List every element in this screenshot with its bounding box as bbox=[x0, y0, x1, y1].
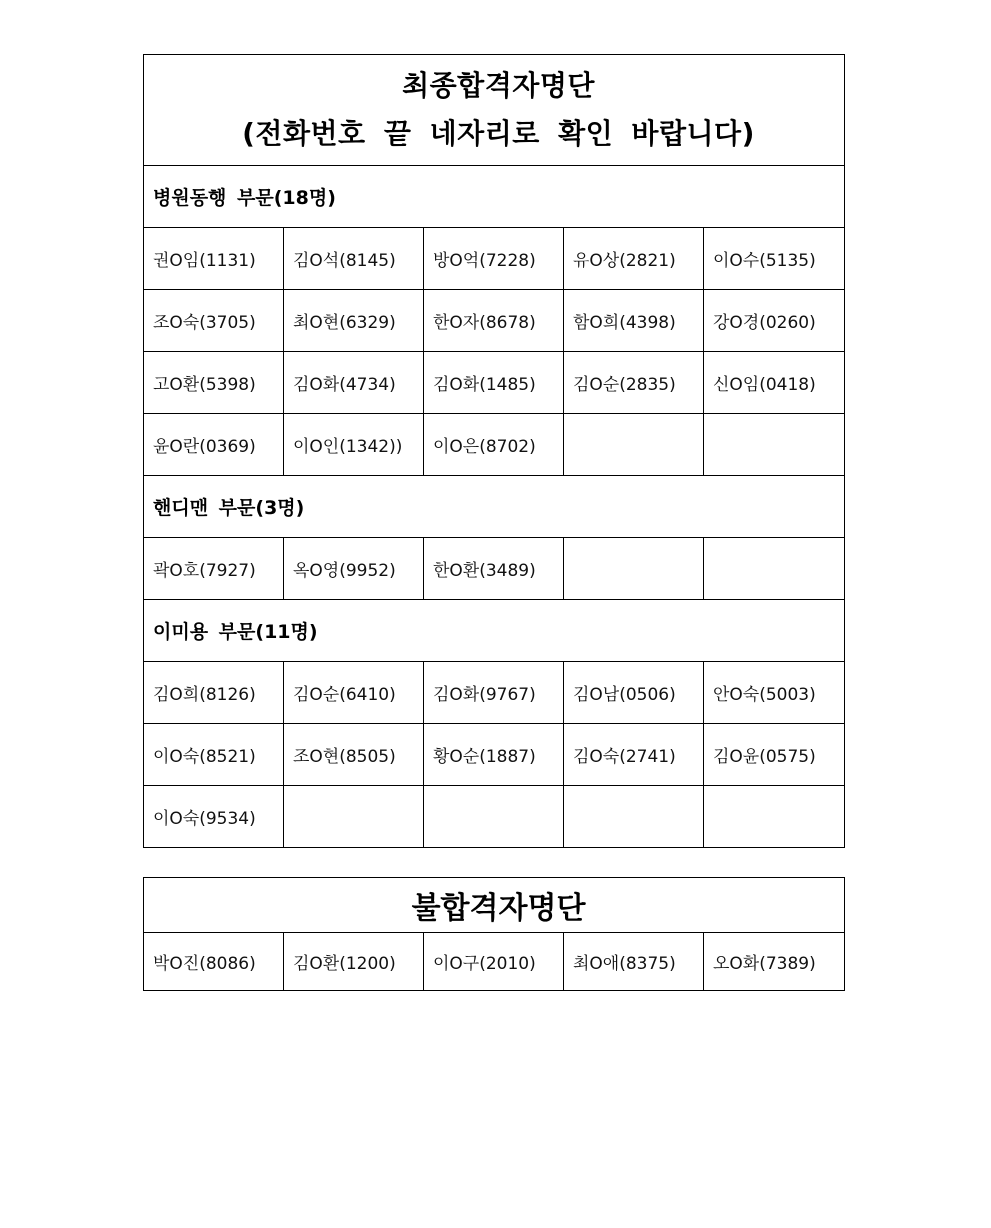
section-heading-row bbox=[144, 166, 845, 228]
name-cell: 조O숙(3705) bbox=[144, 290, 284, 352]
name-cell: 이O구(2010) bbox=[424, 933, 564, 991]
name-cell: 김O남(0506) bbox=[564, 662, 704, 724]
table-row bbox=[144, 290, 845, 352]
name-cell: 최O현(6329) bbox=[284, 290, 424, 352]
name-cell: 조O현(8505) bbox=[284, 724, 424, 786]
empty-cell bbox=[564, 414, 704, 476]
name-cell: 김O순(2835) bbox=[564, 352, 704, 414]
empty-cell bbox=[284, 786, 424, 848]
name-cell: 방O억(7228) bbox=[424, 228, 564, 290]
section-heading-hospital-escort: 병원동행 부문(18명) bbox=[144, 166, 845, 228]
name-cell: 안O숙(5003) bbox=[704, 662, 845, 724]
name-cell: 김O화(1485) bbox=[424, 352, 564, 414]
table-row bbox=[144, 933, 845, 991]
empty-cell bbox=[564, 538, 704, 600]
name-cell: 박O진(8086) bbox=[144, 933, 284, 991]
name-cell: 이O수(5135) bbox=[704, 228, 845, 290]
name-cell: 김O윤(0575) bbox=[704, 724, 845, 786]
final-passers-table bbox=[143, 54, 845, 848]
empty-cell bbox=[704, 786, 845, 848]
table-row bbox=[144, 538, 845, 600]
name-cell: 최O애(8375) bbox=[564, 933, 704, 991]
name-cell: 이O인(1342)) bbox=[284, 414, 424, 476]
section-heading-row bbox=[144, 476, 845, 538]
name-cell: 윤O란(0369) bbox=[144, 414, 284, 476]
name-cell: 김O화(4734) bbox=[284, 352, 424, 414]
table-row bbox=[144, 228, 845, 290]
table-row bbox=[144, 724, 845, 786]
empty-cell bbox=[564, 786, 704, 848]
name-cell: 김O숙(2741) bbox=[564, 724, 704, 786]
title-cell bbox=[144, 55, 845, 166]
table-row bbox=[144, 786, 845, 848]
name-cell: 한O자(8678) bbox=[424, 290, 564, 352]
page-title: 최종합격자명단 bbox=[402, 69, 595, 102]
name-cell: 신O임(0418) bbox=[704, 352, 845, 414]
name-cell: 김O환(1200) bbox=[284, 933, 424, 991]
name-cell: 김O석(8145) bbox=[284, 228, 424, 290]
section-heading-handyman: 핸디맨 부문(3명) bbox=[144, 476, 845, 538]
failed-list-title: 불합격자명단 bbox=[144, 878, 845, 933]
section-heading-row bbox=[144, 600, 845, 662]
table-row bbox=[144, 662, 845, 724]
empty-cell bbox=[704, 414, 845, 476]
name-cell: 김O순(6410) bbox=[284, 662, 424, 724]
name-cell: 이O숙(9534) bbox=[144, 786, 284, 848]
name-cell: 권O임(1131) bbox=[144, 228, 284, 290]
name-cell: 옥O영(9952) bbox=[284, 538, 424, 600]
table-row bbox=[144, 414, 845, 476]
name-cell: 황O순(1887) bbox=[424, 724, 564, 786]
name-cell: 고O환(5398) bbox=[144, 352, 284, 414]
title-row bbox=[144, 55, 845, 166]
name-cell: 이O숙(8521) bbox=[144, 724, 284, 786]
name-cell: 강O경(0260) bbox=[704, 290, 845, 352]
name-cell: 함O희(4398) bbox=[564, 290, 704, 352]
name-cell: 김O희(8126) bbox=[144, 662, 284, 724]
page-subtitle: (전화번호 끝 네자리로 확인 바랍니다) bbox=[242, 117, 755, 150]
name-cell: 유O상(2821) bbox=[564, 228, 704, 290]
empty-cell bbox=[704, 538, 845, 600]
failed-applicants-table bbox=[143, 877, 845, 991]
title-row bbox=[144, 878, 845, 933]
name-cell: 한O환(3489) bbox=[424, 538, 564, 600]
table-row bbox=[144, 352, 845, 414]
name-cell: 곽O호(7927) bbox=[144, 538, 284, 600]
section-heading-hairdressing: 이미용 부문(11명) bbox=[144, 600, 845, 662]
name-cell: 김O화(9767) bbox=[424, 662, 564, 724]
name-cell: 이O은(8702) bbox=[424, 414, 564, 476]
empty-cell bbox=[424, 786, 564, 848]
name-cell: 오O화(7389) bbox=[704, 933, 845, 991]
